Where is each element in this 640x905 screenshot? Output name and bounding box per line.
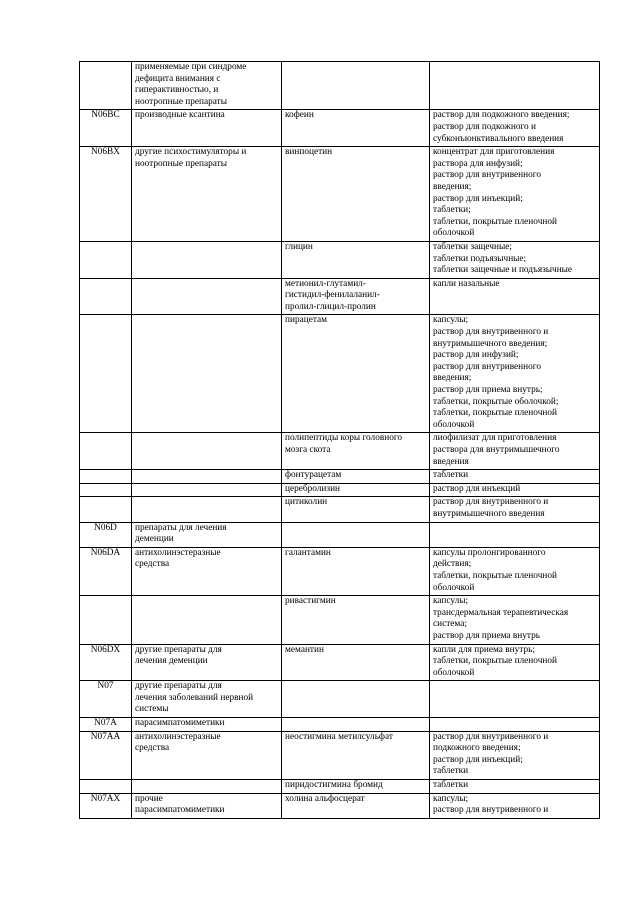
cell-text-line: дефицита внимания с xyxy=(135,73,221,84)
atc-code-cell xyxy=(80,483,132,497)
table-row xyxy=(80,433,600,470)
cell-text-line: препараты для лечения xyxy=(135,522,227,533)
dosage-forms-cell xyxy=(430,522,600,547)
drug-name-cell xyxy=(282,62,430,110)
group-name-cell xyxy=(132,110,282,147)
cell-text-line: N06D xyxy=(94,522,117,533)
cell-text-line: раствора для внутримышечного xyxy=(433,445,560,455)
cell-text-line: гиперактивностью, и xyxy=(135,85,219,96)
cell-text-line: таблетки защечные; xyxy=(433,241,512,252)
cell-text-line: подкожного введения; xyxy=(433,743,521,754)
cell-text-line: применяемые при синдроме xyxy=(135,62,247,72)
cell-text-line: раствор для внутривенного и xyxy=(433,327,549,338)
drug-name-cell xyxy=(282,483,430,497)
dosage-forms-cell xyxy=(430,110,600,147)
group-name-cell xyxy=(132,681,282,718)
cell-text-line: парасимпатомиметики xyxy=(135,718,225,729)
cell-text-line: N06BX xyxy=(91,147,120,158)
atc-code-cell xyxy=(80,793,132,818)
dosage-forms-cell xyxy=(430,278,600,315)
table-row xyxy=(80,522,600,547)
cell-text-line: введения xyxy=(433,456,469,467)
table-row xyxy=(80,315,600,433)
atc-code-cell xyxy=(80,718,132,732)
group-name-cell xyxy=(132,522,282,547)
group-name-cell xyxy=(132,793,282,818)
cell-text-line: другие препараты для xyxy=(135,644,222,655)
cell-text-line: внутримышечного введения xyxy=(433,508,545,519)
cell-text-line: внутримышечного введения; xyxy=(433,338,548,349)
cell-text-line: таблетки, покрытые пленочной xyxy=(433,570,557,581)
table-row xyxy=(80,681,600,718)
cell-text-line: раствор для внутривенного xyxy=(433,170,541,181)
cell-text-line: раствор для подкожного и xyxy=(433,121,537,132)
cell-text-line: раствор для внутривенного и xyxy=(433,731,549,742)
cell-text-line: N06DA xyxy=(90,547,121,558)
group-name-cell xyxy=(132,547,282,595)
drug-name-cell xyxy=(282,644,430,681)
atc-code-cell xyxy=(80,522,132,547)
table-row xyxy=(80,241,600,278)
cell-text-line: N07A xyxy=(94,718,117,729)
cell-text-line: капсулы; xyxy=(433,596,469,607)
dosage-forms-cell xyxy=(430,780,600,794)
dosage-forms-cell xyxy=(430,147,600,242)
cell-text-line: N07 xyxy=(97,681,114,692)
cell-text-line: раствор для внутривенного и xyxy=(433,805,549,816)
atc-code-cell xyxy=(80,110,132,147)
drug-table xyxy=(79,61,600,819)
cell-text-line: раствор для инфузий; xyxy=(433,350,519,361)
atc-code-cell xyxy=(80,241,132,278)
drug-name-cell xyxy=(282,433,430,470)
cell-text-line: средства xyxy=(135,743,170,754)
cell-text-line: раствор для внутривенного и xyxy=(433,497,549,508)
group-name-cell xyxy=(132,62,282,110)
cell-text-line: субконъюнктивального введения xyxy=(433,133,564,144)
drug-name-cell xyxy=(282,241,430,278)
drug-name-cell xyxy=(282,522,430,547)
cell-text-line: глицин xyxy=(285,241,313,252)
cell-text-line: мозга скота xyxy=(285,445,331,455)
drug-name-cell xyxy=(282,793,430,818)
group-name-cell xyxy=(132,315,282,433)
dosage-forms-cell xyxy=(430,433,600,470)
table-row xyxy=(80,62,600,110)
group-name-cell xyxy=(132,433,282,470)
atc-code-cell xyxy=(80,497,132,522)
dosage-forms-cell xyxy=(430,731,600,779)
atc-code-cell xyxy=(80,62,132,110)
table-row xyxy=(80,497,600,522)
cell-text-line: таблетки xyxy=(433,766,469,777)
drug-name-cell xyxy=(282,315,430,433)
group-name-cell xyxy=(132,241,282,278)
table-row xyxy=(80,278,600,315)
cell-text-line: таблетки подъязычные; xyxy=(433,253,527,264)
cell-text-line: церебролизин xyxy=(285,483,341,494)
cell-text-line: таблетки; xyxy=(433,205,471,216)
cell-text-line: N07AA xyxy=(90,731,121,742)
cell-text-line: введения; xyxy=(433,373,472,384)
group-name-cell xyxy=(132,596,282,644)
atc-code-cell xyxy=(80,470,132,484)
cell-text-line: таблетки, покрытые пленочной xyxy=(433,216,557,227)
cell-text-line: винпоцетин xyxy=(285,147,333,158)
cell-text-line: раствор для внутривенного xyxy=(433,361,541,372)
dosage-forms-cell xyxy=(430,793,600,818)
cell-text-line: средства xyxy=(135,559,170,570)
table-row xyxy=(80,793,600,818)
cell-text-line: таблетки, покрытые пленочной xyxy=(433,408,557,419)
atc-code-cell xyxy=(80,315,132,433)
cell-text-line: деменции xyxy=(135,534,174,545)
dosage-forms-cell xyxy=(430,497,600,522)
table-row xyxy=(80,483,600,497)
cell-text-line: ноотропные препараты xyxy=(135,158,227,169)
drug-name-cell xyxy=(282,681,430,718)
dosage-forms-cell xyxy=(430,315,600,433)
cell-text-line: таблетки, покрытые оболочкой; xyxy=(433,396,559,407)
table-row xyxy=(80,470,600,484)
cell-text-line: полипептиды коры головного xyxy=(285,433,403,444)
group-name-cell xyxy=(132,483,282,497)
table-row xyxy=(80,596,600,644)
group-name-cell xyxy=(132,147,282,242)
cell-text-line: оболочкой xyxy=(433,228,475,239)
cell-text-line: раствор для инъекций; xyxy=(433,193,523,204)
cell-text-line: пиридостигмина бромид xyxy=(285,780,383,791)
table-row xyxy=(80,644,600,681)
cell-text-line: раствора для инфузий; xyxy=(433,158,523,169)
cell-text-line: лечения заболеваний нервной xyxy=(135,692,254,703)
group-name-cell xyxy=(132,644,282,681)
group-name-cell xyxy=(132,718,282,732)
drug-name-cell xyxy=(282,147,430,242)
atc-code-cell xyxy=(80,596,132,644)
group-name-cell xyxy=(132,497,282,522)
cell-text-line: галантамин xyxy=(285,547,331,558)
cell-text-line: трансдермальная терапевтическая xyxy=(433,607,569,618)
cell-text-line: концентрат для приготовления xyxy=(433,147,555,158)
drug-name-cell xyxy=(282,110,430,147)
table-row xyxy=(80,547,600,595)
cell-text-line: цитиколин xyxy=(285,497,328,508)
cell-text-line: капли назальные xyxy=(433,278,500,289)
cell-text-line: оболочкой xyxy=(433,667,475,678)
cell-text-line: N06BC xyxy=(91,110,120,121)
drug-name-cell xyxy=(282,547,430,595)
group-name-cell xyxy=(132,278,282,315)
cell-text-line: раствор для приема внутрь; xyxy=(433,385,543,396)
cell-text-line: антихолинэстеразные xyxy=(135,731,221,742)
atc-code-cell xyxy=(80,731,132,779)
cell-text-line: пролил-глицил-пролин xyxy=(285,301,376,312)
table-row xyxy=(80,731,600,779)
cell-text-line: ноотропные препараты xyxy=(135,96,227,107)
cell-text-line: системы xyxy=(135,704,169,715)
cell-text-line: пирацетам xyxy=(285,315,328,326)
dosage-forms-cell xyxy=(430,62,600,110)
cell-text-line: неостигмина метилсульфат xyxy=(285,731,393,742)
cell-text-line: введения; xyxy=(433,181,472,192)
cell-text-line: система; xyxy=(433,619,467,630)
dosage-forms-cell xyxy=(430,470,600,484)
cell-text-line: антихолинэстеразные xyxy=(135,547,221,558)
cell-text-line: фонтурацетам xyxy=(285,470,342,481)
cell-text-line: капсулы пролонгированного xyxy=(433,547,546,558)
cell-text-line: холина альфосцерат xyxy=(285,793,365,804)
cell-text-line: ривастигмин xyxy=(285,596,336,607)
table-row xyxy=(80,110,600,147)
dosage-forms-cell xyxy=(430,547,600,595)
dosage-forms-cell xyxy=(430,483,600,497)
cell-text-line: действия; xyxy=(433,559,472,570)
dosage-forms-cell xyxy=(430,644,600,681)
cell-text-line: лиофилизат для приготовления xyxy=(433,433,557,444)
cell-text-line: гистидил-фенилаланил- xyxy=(285,290,380,301)
drug-name-cell xyxy=(282,470,430,484)
dosage-forms-cell xyxy=(430,596,600,644)
dosage-forms-cell xyxy=(430,681,600,718)
cell-text-line: раствор для инъекций; xyxy=(433,754,523,765)
cell-text-line: капсулы; xyxy=(433,793,469,804)
cell-text-line: капсулы; xyxy=(433,315,469,326)
group-name-cell xyxy=(132,780,282,794)
cell-text-line: метионил-глутамил- xyxy=(285,278,366,289)
drug-name-cell xyxy=(282,718,430,732)
cell-text-line: таблетки xyxy=(433,470,469,481)
drug-name-cell xyxy=(282,780,430,794)
cell-text-line: N06DX xyxy=(90,644,121,655)
cell-text-line: раствор для приема внутрь xyxy=(433,630,540,641)
drug-name-cell xyxy=(282,497,430,522)
table-row xyxy=(80,147,600,242)
cell-text-line: оболочкой xyxy=(433,582,475,593)
cell-text-line: N07AX xyxy=(90,793,121,804)
atc-code-cell xyxy=(80,547,132,595)
cell-text-line: таблетки защечные и подъязычные xyxy=(433,265,573,276)
cell-text-line: мемантин xyxy=(285,644,324,655)
cell-text-line: таблетки, покрытые пленочной xyxy=(433,656,557,667)
atc-code-cell xyxy=(80,433,132,470)
cell-text-line: другие препараты для xyxy=(135,681,222,692)
cell-text-line: лечения деменции xyxy=(135,656,208,667)
dosage-forms-cell xyxy=(430,241,600,278)
atc-code-cell xyxy=(80,681,132,718)
cell-text-line: капли для приема внутрь; xyxy=(433,644,535,655)
table-row xyxy=(80,780,600,794)
group-name-cell xyxy=(132,731,282,779)
cell-text-line: прочие xyxy=(135,793,163,804)
cell-text-line: другие психостимуляторы и xyxy=(135,147,247,158)
drug-name-cell xyxy=(282,278,430,315)
cell-text-line: таблетки xyxy=(433,780,469,791)
drug-name-cell xyxy=(282,596,430,644)
cell-text-line: раствор для подкожного введения; xyxy=(433,110,570,121)
group-name-cell xyxy=(132,470,282,484)
atc-code-cell xyxy=(80,644,132,681)
dosage-forms-cell xyxy=(430,718,600,732)
atc-code-cell xyxy=(80,147,132,242)
table-row xyxy=(80,718,600,732)
cell-text-line: раствор для инъекций xyxy=(433,483,521,494)
drug-name-cell xyxy=(282,731,430,779)
cell-text-line: кофеин xyxy=(285,110,314,121)
atc-code-cell xyxy=(80,278,132,315)
cell-text-line: парасимпатомиметики xyxy=(135,805,225,816)
atc-code-cell xyxy=(80,780,132,794)
cell-text-line: оболочкой xyxy=(433,419,475,430)
cell-text-line: производные ксантина xyxy=(135,110,225,121)
